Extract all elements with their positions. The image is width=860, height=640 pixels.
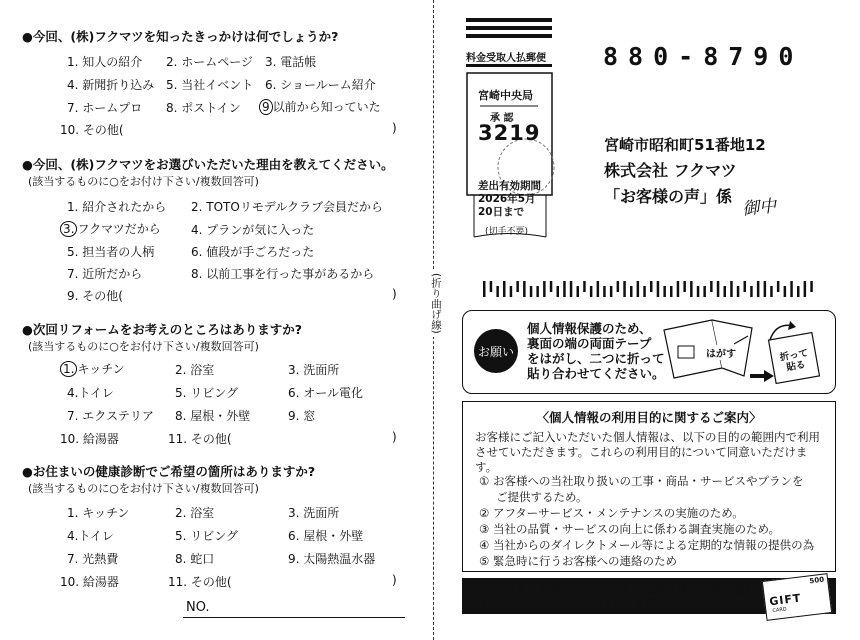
barcode-bar (810, 281, 813, 292)
q2-option[interactable]: 5. 担当者の人柄 (67, 245, 155, 259)
q1-option[interactable]: 8. ポストイン (166, 101, 241, 115)
privacy-item: ④ 当社からのダイレクトメール等による定期的な情報の提供の為 (479, 538, 815, 552)
fold-label: (折り曲げ線) (424, 270, 444, 337)
address-street: 宮崎市昭和町51番地12 (604, 136, 766, 154)
no-label: NO. (186, 600, 210, 615)
q4-option[interactable]: 11. その他( (168, 575, 232, 589)
privacy-item: ③ 当社の品質・サービスの向上に係わる調査実施のため。 (479, 522, 781, 536)
postmark-expiry (478, 180, 541, 219)
barcode-bar (750, 286, 753, 297)
q4-option[interactable]: 10. 給湯器 (60, 575, 119, 589)
privacy-title: 〈個人情報の利用目的に関するご案内〉 (536, 410, 762, 425)
postage-label: 料金受取人払郵便 (466, 53, 546, 64)
barcode-bar (784, 286, 787, 297)
barcode-bar (703, 286, 706, 297)
postage-stripe (466, 18, 552, 22)
no-field-line[interactable] (183, 617, 405, 618)
q1-option-circled[interactable] (259, 98, 381, 115)
barcode-bar (490, 281, 493, 292)
barcode-bar (610, 286, 613, 297)
gift-banner-text (470, 582, 757, 612)
barcode-bar (603, 286, 606, 297)
barcode-bar (550, 281, 553, 292)
q1-option[interactable]: 10. その他( (60, 123, 124, 137)
q3-option[interactable]: 9. 窓 (288, 409, 316, 423)
barcode-bar (630, 286, 633, 297)
q2-title: ●今回、(株)フクマツをお選びいただいた理由を教えてください。 (22, 157, 394, 172)
q3-option[interactable]: 4.トイレ (67, 386, 114, 400)
barcode-bar (690, 281, 693, 297)
privacy-item: ⑤ 緊急時に行うお客様への連絡のため (479, 554, 677, 568)
barcode-bar (496, 286, 499, 297)
q1-option[interactable]: 1. 知人の紹介 (67, 55, 143, 69)
barcode-bar (516, 281, 519, 292)
privacy-body: お客様にご記入いただいた個人情報は、以下の目的の範囲内で利用させていただきます。これらの利用目的について同意いただけます。 (475, 430, 820, 474)
barcode-bar (797, 286, 800, 297)
q4-option[interactable]: 3. 洗面所 (288, 506, 340, 520)
q3-option[interactable]: 2. 浴室 (175, 363, 215, 377)
peel-label: はがす (706, 345, 736, 360)
notice-line: 個人情報保護のため、 (527, 321, 652, 336)
postmark-number: 3219 (478, 121, 541, 145)
q2-paren-close: ) (392, 287, 397, 301)
expiry-line: 20日まで (478, 206, 525, 218)
expiry-line: 2026年5月 (478, 193, 536, 205)
gift-card-icon (762, 573, 832, 621)
privacy-item: ご提供するため。 (496, 490, 588, 504)
barcode-bar (597, 281, 600, 297)
q3-option[interactable]: 8. 屋根・外壁 (175, 409, 251, 423)
q1-paren-close: ) (392, 121, 397, 135)
barcode-bar (764, 281, 767, 297)
q3-option[interactable]: 11. その他( (168, 432, 232, 446)
q3-option[interactable]: 5. リビング (175, 386, 239, 400)
barcode-bar (757, 281, 760, 297)
barcode-bar (804, 281, 807, 297)
q2-option[interactable]: 1. 紹介されたから (67, 200, 167, 214)
barcode-bar (536, 286, 539, 297)
barcode-bar (670, 286, 673, 297)
q2-option[interactable]: 2. TOTOリモデルクラブ会員だから (191, 200, 383, 214)
handwritten-circle: 3. (60, 221, 77, 237)
barcode-bar (530, 286, 533, 297)
barcode-bar (677, 281, 680, 297)
q1-option-label: 以前から知っていた (272, 100, 381, 114)
q3-option[interactable]: 7. エクステリア (67, 409, 154, 423)
barcode-bar (510, 286, 513, 297)
q4-option[interactable]: 8. 蛇口 (175, 552, 215, 566)
postage-stripe (466, 26, 552, 30)
q3-paren-close: ) (392, 430, 397, 444)
barcode-bar (717, 281, 720, 297)
postmark-approval: 承 認 (490, 113, 514, 124)
barcode-bar (503, 281, 506, 297)
barcode-bar (770, 286, 773, 297)
q4-option[interactable]: 5. リビング (175, 529, 239, 543)
barcode-bar (777, 281, 780, 292)
privacy-item: ① お客様への当社取り扱いの工事・商品・サービスやプランを (479, 474, 804, 488)
q1-option[interactable]: 2. ホームページ (166, 55, 254, 69)
address-company: 株式会社 フクマツ (604, 161, 737, 180)
gift-card-amount: 500 (809, 575, 825, 586)
barcode-bar (790, 281, 793, 297)
q2-note: (該当するものに○をお付け下さい/複数回答可) (28, 175, 259, 188)
q1-option[interactable]: 7. ホームプロ (67, 101, 143, 115)
barcode-bar (643, 286, 646, 297)
barcode-bar (623, 281, 626, 297)
postmark-office: 宮崎中央局 (478, 89, 533, 102)
gift-banner-line: アンケートに記載の上、ハガキをご返信頂いたお客様に (470, 582, 757, 596)
barcode-bar (543, 281, 546, 297)
notice-text (527, 321, 665, 381)
q3-option-circled[interactable] (60, 360, 125, 377)
q3-option-label: キッチン (77, 362, 125, 376)
barcode-bar (523, 281, 526, 297)
q4-option[interactable]: 6. 屋根・外壁 (288, 529, 364, 543)
q4-paren-close: ) (392, 573, 397, 587)
notice-line: をはがし、二つに折って (527, 351, 665, 366)
barcode-bar (650, 281, 653, 292)
notice-line: 貼り合わせてください。 (527, 366, 665, 381)
q3-option[interactable]: 6. オール電化 (288, 386, 364, 400)
barcode-bar (577, 286, 580, 297)
postage-stripe (466, 34, 552, 38)
q2-option[interactable]: 4. プランが気に入った (191, 223, 315, 237)
barcode-bar (710, 281, 713, 292)
barcode-bar (617, 281, 620, 292)
q4-option[interactable]: 2. 浴室 (175, 506, 215, 520)
barcode-bar (663, 286, 666, 297)
q2-option[interactable]: 7. 近所だから (67, 267, 143, 281)
q2-option[interactable]: 8. 以前工事を行った事があるから (191, 267, 375, 281)
q2-option[interactable]: 6. 値段が手ごろだった (191, 245, 315, 259)
q1-option[interactable]: 3. 電話帳 (265, 55, 317, 69)
barcode-bar (657, 281, 660, 297)
gift-card-label: GIFT (768, 591, 803, 609)
privacy-item: ② アフターサービス・メンテナンスの実施のため。 (479, 506, 744, 520)
barcode-bar (683, 281, 686, 292)
q4-option[interactable]: 4.トイレ (67, 529, 114, 543)
gift-banner-line: もれなくQUOカード500円分を進呈!! (470, 597, 666, 611)
q4-option[interactable]: 1. キッチン (67, 506, 130, 520)
q2-option-label: フクマツだから (77, 222, 161, 236)
handwritten-circle: 9 (259, 99, 273, 115)
gift-card-sub: CARD (772, 606, 788, 615)
barcode-bar (737, 286, 740, 297)
q3-option[interactable]: 10. 給湯器 (60, 432, 119, 446)
barcode-bar (557, 286, 560, 297)
barcode-bar (570, 281, 573, 297)
q1-option[interactable]: 4. 新聞折り込み (67, 78, 155, 92)
handwritten-circle: 1. (60, 361, 77, 377)
zip-code: 880-8790 (603, 42, 804, 71)
barcode-bar (697, 286, 700, 297)
notice-line: 裏面の端の両面テープ (527, 336, 652, 351)
barcode-bar (583, 281, 586, 292)
q1-option[interactable]: 5. 当社イベント (166, 78, 254, 92)
q3-option[interactable]: 3. 洗面所 (288, 363, 340, 377)
barcode-bar (730, 281, 733, 297)
postage-stripe (466, 64, 552, 67)
barcode-bar (483, 281, 486, 297)
q2-option[interactable]: 9. その他( (67, 289, 123, 303)
q1-option[interactable]: 6. ショールーム紹介 (265, 78, 376, 92)
fold-paste-label: 折って貼る (779, 347, 810, 374)
barcode-bar (744, 281, 747, 292)
q2-option-circled[interactable] (60, 220, 161, 237)
q4-title: ●お住まいの健康診断でご希望の箇所はありますか? (22, 464, 316, 479)
customer-barcode (483, 281, 817, 297)
notice-badge (474, 329, 518, 373)
notice-badge-label: お願い (477, 344, 514, 359)
handwritten-honorific: 御中 (741, 196, 778, 220)
address-dept: 「お客様の声」係 (604, 187, 733, 206)
barcode-bar (637, 281, 640, 297)
q3-title: ●次回リフォームをお考えのところはありますか? (22, 322, 303, 337)
q1-title: ●今回、(株)フクマツを知ったきっかけは何でしょうか? (22, 29, 339, 44)
q4-option[interactable]: 7. 光熱費 (67, 552, 119, 566)
q4-option[interactable]: 9. 太陽熱温水器 (288, 552, 376, 566)
barcode-bar (724, 286, 727, 297)
expiry-line: 差出有効期間 (478, 180, 541, 192)
barcode-bar (590, 286, 593, 297)
q3-note: (該当するものに○をお付け下さい/複数回答可) (28, 340, 259, 353)
barcode-bar (563, 281, 566, 297)
stamp-note: (切手不要) (485, 227, 529, 237)
q4-note: (該当するものに○をお付け下さい/複数回答可) (28, 482, 259, 495)
